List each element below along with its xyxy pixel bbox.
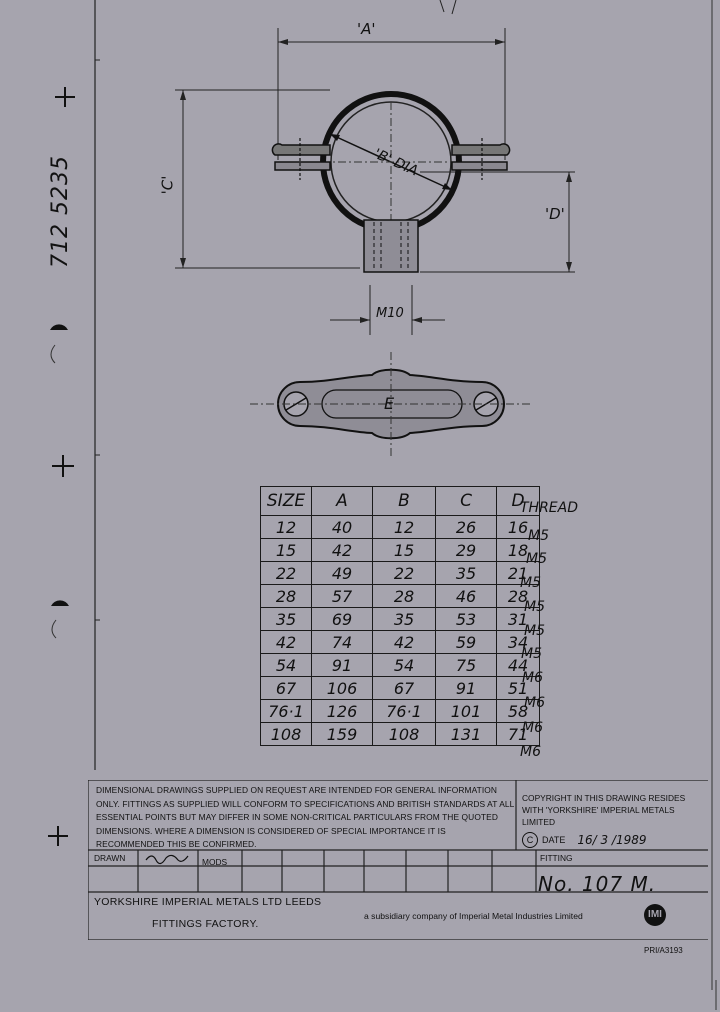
disclaimer-note: DIMENSIONAL DRAWINGS SUPPLIED ON REQUEST ARE INTENDED FOR GENERAL INFORMATION ONLY. FITTINGS AS SUPPLIED WILL CONFORM TO SPECIFICATIONS AND BRITISH STANDARDS AT ALL ESSENTIAL POINTS BUT MAY DIFFER IN SOME NON-CRITICAL PARTICULARS FROM THE QUOTED DIMENSIONS. WHERE A DIMENSION IS CONSIDERED OF SPECIAL IMPORTANCE IT IS RECOMMENDED THIS BE CONFIRMED. — [96, 785, 515, 850]
thread-value: M6 — [522, 720, 543, 736]
table-cell: 74 — [312, 631, 373, 654]
table-row — [261, 677, 540, 700]
table-cell: 16 — [497, 516, 540, 539]
mods-label: MODS — [202, 857, 228, 867]
drawn-signature — [146, 855, 188, 863]
table-cell: 40 — [312, 516, 373, 539]
table-cell: 22 — [373, 562, 436, 585]
thread-header: THREAD — [520, 500, 579, 516]
table-cell: 58 — [497, 700, 540, 723]
table-cell: 42 — [373, 631, 436, 654]
drawn-label: DRAWN — [94, 853, 126, 863]
thread-value: M5 — [524, 623, 545, 639]
company-name: YORKSHIRE IMPERIAL METALS LTD LEEDS — [94, 896, 322, 908]
table-cell: 22 — [261, 562, 312, 585]
table-row — [261, 723, 540, 746]
table-cell: 28 — [261, 585, 312, 608]
table-cell: 67 — [373, 677, 436, 700]
copyright-note: COPYRIGHT IN THIS DRAWING RESIDES WITH 'YORKSHIRE' IMPERIAL METALS LIMITED — [522, 793, 686, 827]
table-cell: 101 — [436, 700, 497, 723]
date-row — [522, 832, 647, 848]
dimension-label-e: E — [384, 394, 395, 413]
table-row — [261, 608, 540, 631]
table-cell: 31 — [497, 608, 540, 631]
table-cell: 126 — [312, 700, 373, 723]
table-cell: 18 — [497, 539, 540, 562]
thread-label-m10: M10 — [376, 306, 404, 321]
table-cell: 91 — [312, 654, 373, 677]
table-cell: 49 — [312, 562, 373, 585]
table-row — [261, 654, 540, 677]
header-d: D — [497, 487, 540, 516]
form-reference: PRI/A3193 — [644, 946, 683, 955]
table-cell: 35 — [436, 562, 497, 585]
table-row — [261, 700, 540, 723]
table-cell: 91 — [436, 677, 497, 700]
dimension-label-d: 'D' — [545, 205, 565, 223]
thread-value: M5 — [524, 599, 545, 615]
table-cell: 28 — [497, 585, 540, 608]
table-cell: 54 — [261, 654, 312, 677]
table-cell: 51 — [497, 677, 540, 700]
table-cell: 75 — [436, 654, 497, 677]
table-cell: 57 — [312, 585, 373, 608]
dimensions-table — [260, 486, 540, 746]
thread-value: M6 — [520, 744, 541, 760]
thread-value: M5 — [521, 646, 542, 662]
date-value: 16/ 3 /1989 — [577, 833, 647, 847]
header-c: C — [436, 487, 497, 516]
table-cell: 26 — [436, 516, 497, 539]
table-row — [261, 631, 540, 654]
table-cell: 108 — [373, 723, 436, 746]
table-cell: 35 — [373, 608, 436, 631]
table-cell: 67 — [261, 677, 312, 700]
table-header-row — [261, 487, 540, 516]
table-cell: 15 — [373, 539, 436, 562]
table-cell: 28 — [373, 585, 436, 608]
header-size: SIZE — [261, 487, 312, 516]
table-cell: 15 — [261, 539, 312, 562]
table-cell: 29 — [436, 539, 497, 562]
fitting-label: FITTING — [540, 853, 573, 863]
fitting-number: No. 107 M. — [538, 872, 657, 896]
table-row — [261, 516, 540, 539]
dimension-label-a: 'A' — [357, 20, 376, 38]
table-cell: 108 — [261, 723, 312, 746]
thread-value: M5 — [528, 528, 549, 544]
table-cell: 131 — [436, 723, 497, 746]
table-cell: 42 — [312, 539, 373, 562]
copyright-symbol: C — [522, 832, 538, 848]
table-row — [261, 539, 540, 562]
thread-value: M6 — [524, 695, 545, 711]
header-b: B — [373, 487, 436, 516]
table-row — [261, 562, 540, 585]
table-cell: 76·1 — [373, 700, 436, 723]
subsidiary-line: a subsidiary company of Imperial Metal Industries Limited — [364, 911, 583, 921]
dimension-label-b: 'B' DIA — [371, 146, 421, 180]
table-cell: 53 — [436, 608, 497, 631]
table-cell: 12 — [373, 516, 436, 539]
dimension-label-c: 'C' — [158, 175, 177, 195]
header-a: A — [312, 487, 373, 516]
thread-value: M5 — [520, 575, 541, 591]
table-row — [261, 585, 540, 608]
thread-value: M6 — [522, 670, 543, 686]
table-cell: 12 — [261, 516, 312, 539]
factory-name: FITTINGS FACTORY. — [152, 918, 259, 930]
date-label: DATE — [542, 835, 566, 845]
table-cell: 34 — [497, 631, 540, 654]
title-block — [88, 780, 708, 940]
thread-value: M5 — [526, 551, 547, 567]
table-cell: 44 — [497, 654, 540, 677]
table-cell: 76·1 — [261, 700, 312, 723]
imi-logo: IMI — [644, 904, 666, 926]
table-cell: 159 — [312, 723, 373, 746]
table-cell: 42 — [261, 631, 312, 654]
table-cell: 59 — [436, 631, 497, 654]
table-cell: 46 — [436, 585, 497, 608]
table-cell: 35 — [261, 608, 312, 631]
table-cell: 71 — [497, 723, 540, 746]
side-reference-number: 712 5235 — [48, 155, 73, 268]
punch-hole-marks — [50, 324, 69, 638]
table-cell: 54 — [373, 654, 436, 677]
table-cell: 21 — [497, 562, 540, 585]
table-cell: 69 — [312, 608, 373, 631]
table-cell: 106 — [312, 677, 373, 700]
